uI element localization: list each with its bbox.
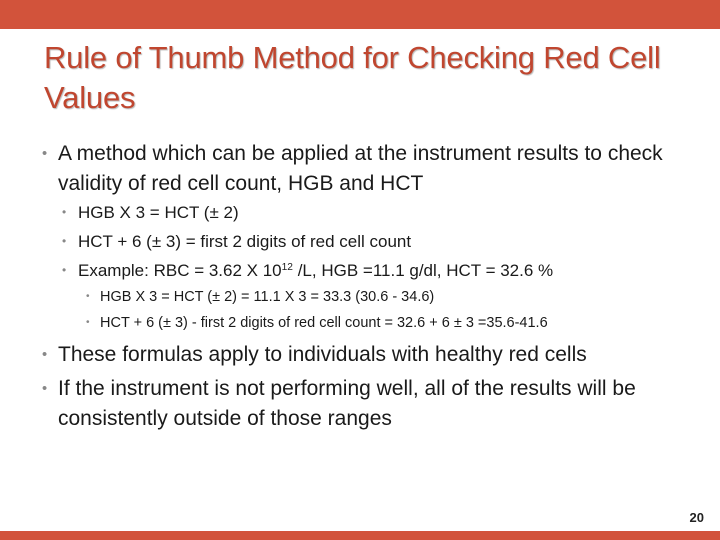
- example-calc2-text: HCT + 6 (± 3) - first 2 digits of red cell count = 32.6 + 6 ± 3 =35.6-41.6: [100, 315, 548, 331]
- example-exponent: 12: [281, 261, 293, 273]
- sub-bullet-rule1: [62, 201, 698, 224]
- bottom-accent-bar: [0, 531, 720, 540]
- sub-sub-bullet-calc1: [86, 287, 710, 307]
- bullet-dot-icon: •: [86, 317, 90, 328]
- bullet-dot-icon: •: [86, 291, 90, 302]
- bullet-healthy-text: These formulas apply to individuals with healthy red cells: [58, 343, 587, 366]
- sub-bullet-rule2: [62, 230, 698, 253]
- bullet-healthy: [42, 340, 698, 370]
- bullet-intro-text: A method which can be applied at the instrument results to check validity of red cell count, HGB and HCT: [58, 142, 663, 195]
- example-suffix: /L, HGB =11.1 g/dl, HCT = 32.6 %: [292, 261, 554, 280]
- slide-title: Rule of Thumb Method for Checking Red Cell Values: [44, 40, 661, 115]
- bullet-dot-icon: •: [42, 347, 48, 363]
- bullet-dot-icon: •: [42, 146, 48, 162]
- example-prefix: Example: RBC = 3.62 X 10: [78, 261, 282, 280]
- example-calc1-text: HGB X 3 = HCT (± 2) = 11.1 X 3 = 33.3 (30.6 - 34.6): [100, 289, 435, 305]
- bullet-dot-icon: •: [62, 205, 67, 219]
- rule2-text: HCT + 6 (± 3) = first 2 digits of red cell count: [78, 232, 412, 251]
- rule1-text: HGB X 3 = HCT (± 2): [78, 203, 239, 222]
- bullet-dot-icon: •: [62, 263, 67, 277]
- bullet-intro: [42, 139, 698, 198]
- top-accent-bar: [0, 0, 720, 29]
- bullet-dot-icon: •: [42, 381, 48, 397]
- bullet-not-performing-text: If the instrument is not performing well, all of the results will be consistently outside of those ranges: [58, 377, 636, 430]
- bullet-dot-icon: •: [62, 234, 67, 248]
- sub-bullet-example: [62, 259, 698, 282]
- bullet-not-performing: [42, 374, 698, 433]
- sub-sub-bullet-calc2: [86, 313, 710, 333]
- page-number: 20: [689, 510, 704, 525]
